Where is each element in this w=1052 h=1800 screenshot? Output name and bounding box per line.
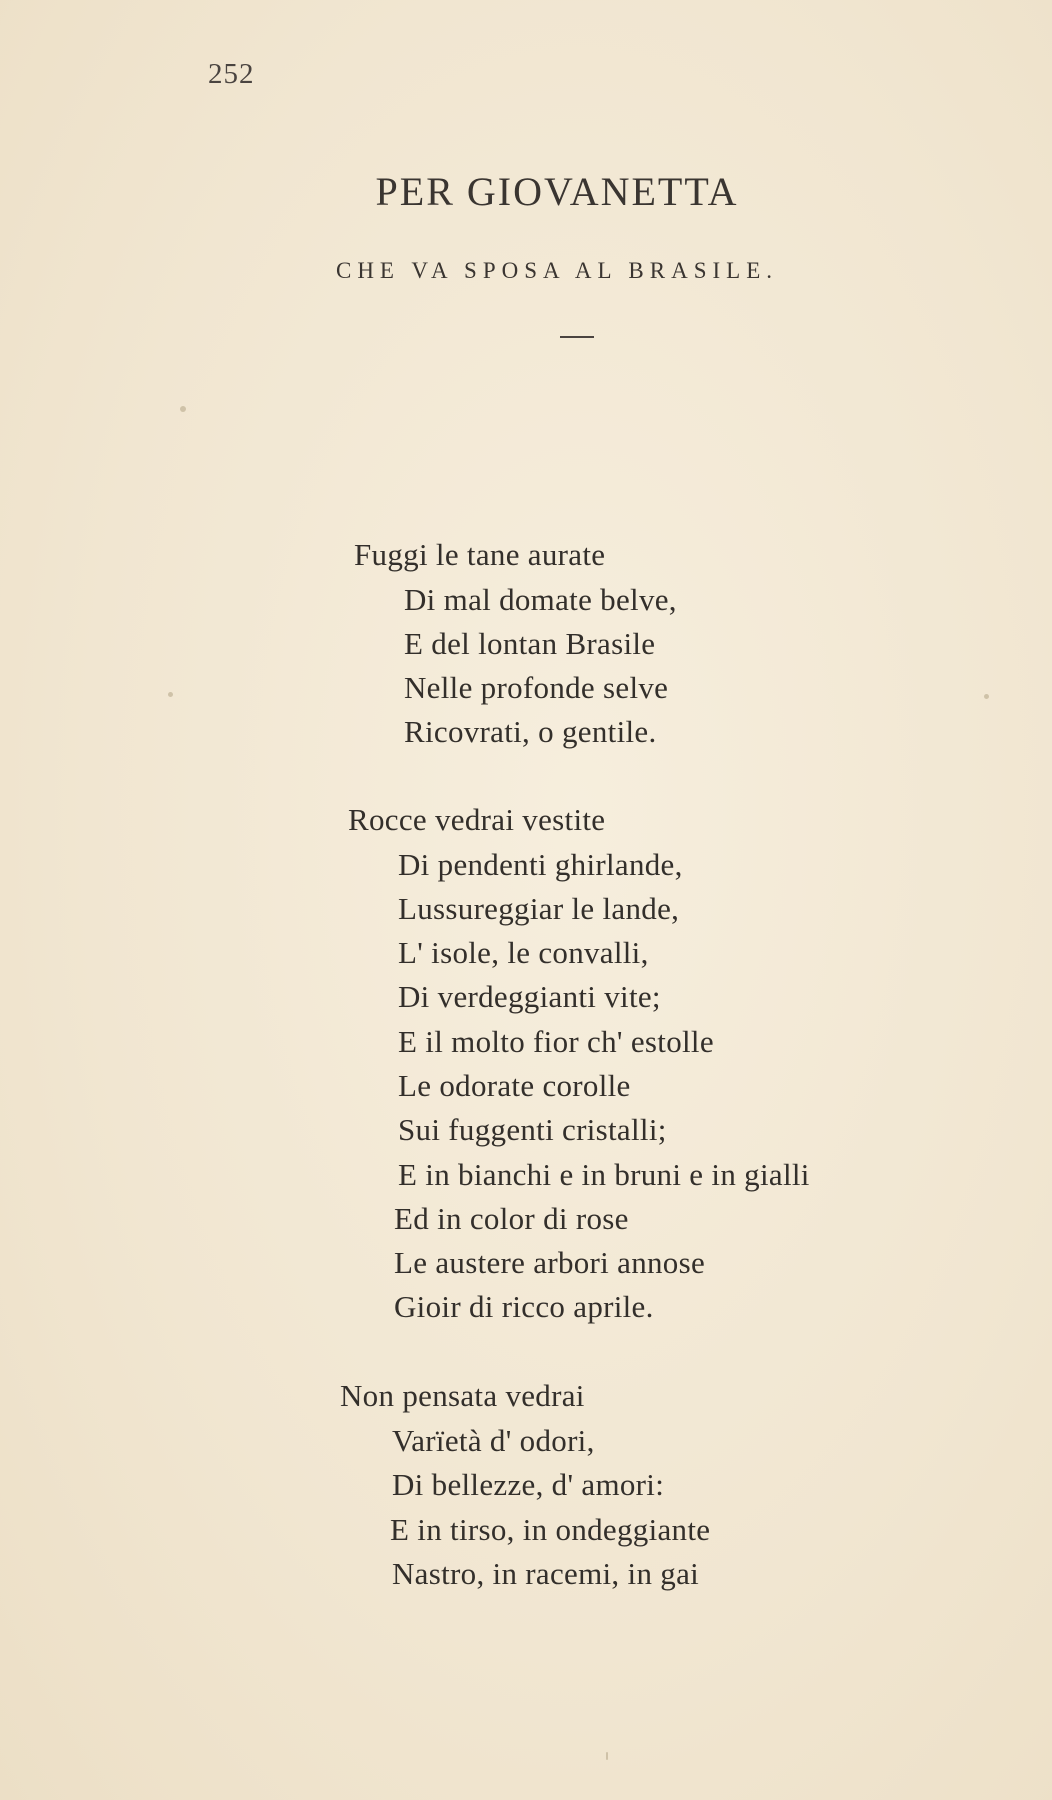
poem-subtitle: CHE VA SPOSA AL BRASILE. <box>335 258 779 283</box>
page-number: 252 <box>208 58 255 90</box>
poem-line: Ed in color di rose <box>394 1201 629 1236</box>
poem-line: Sui fuggenti cristalli; <box>398 1112 667 1147</box>
poem-line: E in tirso, in ondeggiante <box>390 1512 711 1547</box>
poem-line: Lussureggiar le lande, <box>398 891 680 926</box>
poem-line: Gioir di ricco aprile. <box>394 1289 654 1324</box>
poem-line: E il molto fior ch' estolle <box>398 1024 714 1059</box>
paper-speck <box>606 1752 608 1760</box>
title-divider <box>560 336 594 338</box>
poem-line: Di pendenti ghirlande, <box>398 847 683 882</box>
poem-line: Ricovrati, o gentile. <box>404 714 657 749</box>
poem-line: Le odorate corolle <box>398 1068 631 1103</box>
poem-line: Fuggi le tane aurate <box>354 537 606 572</box>
poem-line: Di verdeggianti vite; <box>398 979 661 1014</box>
poem-line: Le austere arbori annose <box>394 1245 706 1280</box>
poem-line: Varïetà d' odori, <box>392 1423 595 1458</box>
poem-line: Di mal domate belve, <box>404 582 677 617</box>
poem-line: E del lontan Brasile <box>404 626 656 661</box>
paper-speck <box>168 692 173 697</box>
poem-line: Rocce vedrai vestite <box>348 802 606 837</box>
poem-line: Nelle profonde selve <box>404 670 669 705</box>
poem-line: Non pensata vedrai <box>340 1378 585 1413</box>
poem-line: Di bellezze, d' amori: <box>392 1467 665 1502</box>
poem-line: E in bianchi e in bruni e in gialli <box>398 1157 810 1192</box>
paper-speck <box>180 406 186 412</box>
paper-speck <box>984 694 989 699</box>
poem-line: L' isole, le convalli, <box>398 935 649 970</box>
poem-line: Nastro, in racemi, in gai <box>392 1556 700 1591</box>
poem-title: PER GIOVANETTA <box>375 169 739 214</box>
